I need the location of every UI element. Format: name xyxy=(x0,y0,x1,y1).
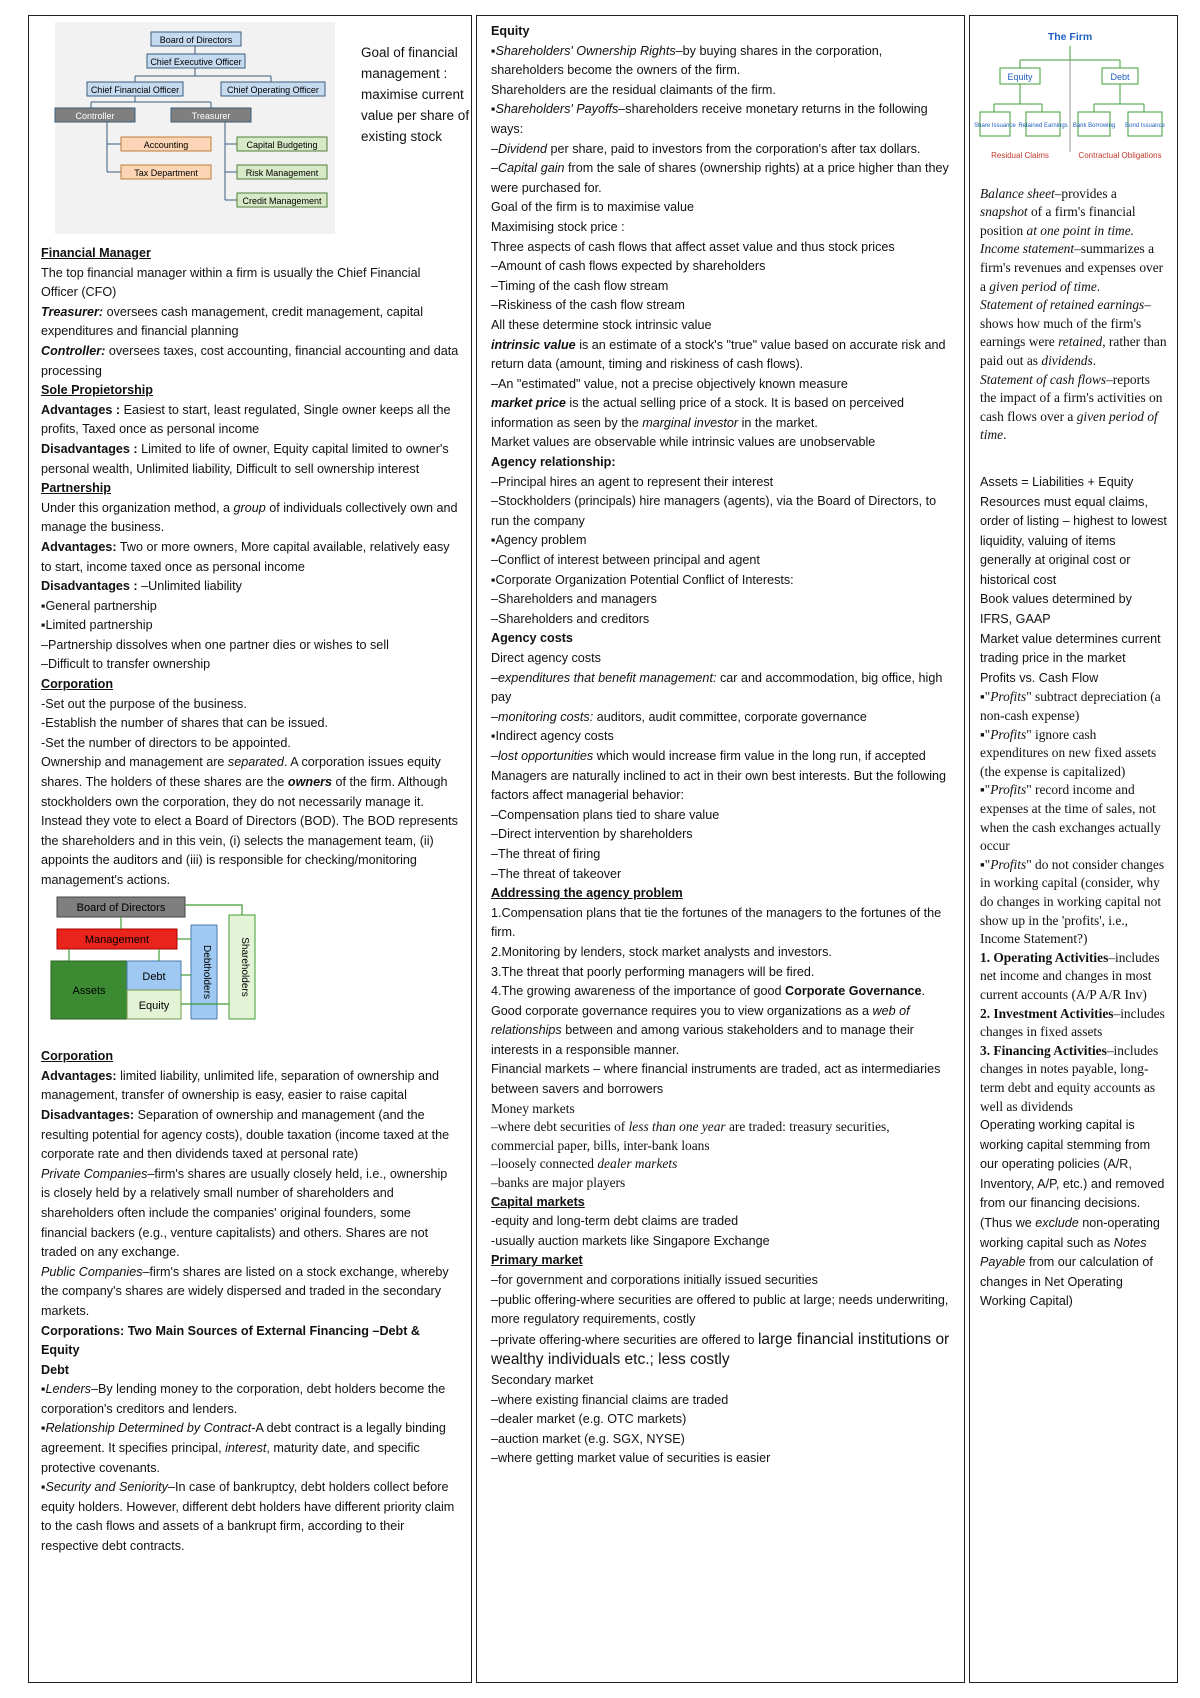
assets-line: Profits vs. Cash Flow xyxy=(980,670,1099,685)
profit-c: " ignore cash expenditures on new fixed assets (the expense is capitalized) xyxy=(980,726,1157,779)
diag-equity: Equity xyxy=(138,999,170,1012)
intrinsic-para xyxy=(491,336,950,375)
secondary-heading: Secondary market xyxy=(491,1372,594,1387)
org-risk: Risk Management xyxy=(245,168,319,178)
treasurer-label: Treasurer: xyxy=(41,304,104,319)
mon-label: –monitoring costs: xyxy=(491,709,594,724)
org-ceo: Chief Executive Officer xyxy=(150,57,242,67)
profit-a: ▪" xyxy=(980,782,991,798)
market-text-a: is the actual selling price of a stock. It is based on perceived information as seen by the xyxy=(491,396,905,430)
re-text-e: . xyxy=(1092,352,1097,368)
firm-diagram xyxy=(974,22,1166,172)
fin-para xyxy=(980,1042,1167,1116)
payoff-text: –shareholders receive monetary returns in the following ways: xyxy=(491,102,928,136)
is-label: Income statement xyxy=(980,241,1075,257)
three-aspects: Three aspects of cash flows that affect asset value and thus stock prices xyxy=(491,239,895,254)
sole-adv-text: Easiest to start, least regulated, Single owner keeps all the profits, Taxed once as personal income xyxy=(41,402,451,437)
private-text: –firm's shares are usually closely held, i.e., ownership is closely held by a relatively small number of shareholders and shareholders often include the companies' original founders, some financial backers (e.g., venture capitalists) and others. Shares are not traded on any exchange. xyxy=(41,1166,448,1260)
assets-line: Market value determines current trading price in the market xyxy=(980,631,1161,666)
exp-text: car and accommodation, big office, high pay xyxy=(491,670,943,705)
public-para xyxy=(41,1263,459,1322)
cap-line: -equity and long-term debt claims are traded xyxy=(491,1214,739,1229)
security-text: –In case of bankruptcy, debt holders collect before equity holders. However, different debt holders have different priority claim to the cash flows and assets of a bankrupt firm, according to their respective debt contracts. xyxy=(41,1480,455,1554)
fm-text: The top financial manager within a firm is usually the Chief Financial Officer (CFO) xyxy=(41,265,421,300)
treasurer-text: oversees cash management, credit management, capital expenditures and financial planning xyxy=(41,304,423,339)
right-column xyxy=(969,15,1178,1683)
partner-dis-label: Disadvantages : xyxy=(41,579,138,594)
partner-text xyxy=(41,499,459,538)
intrinsic-label: intrinsic value xyxy=(491,337,576,352)
dividend-text: per share, paid to investors from the corporation's after tax dollars. xyxy=(547,141,921,156)
own-label: ▪Shareholders' Ownership Rights xyxy=(491,43,676,58)
addr-line: 2.Monitoring by lenders, stock market analysts and investors. xyxy=(491,944,832,959)
fin-mkt-label: Financial markets xyxy=(491,1062,590,1077)
addr4-a: 4.The growing awareness of the importance of good xyxy=(491,984,786,999)
fm-heading: Financial Manager xyxy=(41,246,151,260)
agency-line: –Shareholders and managers xyxy=(491,592,657,607)
statements-block xyxy=(980,185,1167,445)
aspect-line: –Riskiness of the cash flow stream xyxy=(491,298,685,313)
corp-line: -Establish the number of shares that can be issued. xyxy=(41,716,329,731)
gov-text-a: Good corporate governance requires you to view organizations as a xyxy=(491,1003,873,1018)
market-text-c: in the market. xyxy=(738,415,818,430)
bs-d: at one point in time. xyxy=(1026,222,1135,238)
controller-label: Controller: xyxy=(41,343,106,358)
owc-e: from our calculation of changes in Net Operating Working Capital) xyxy=(980,1255,1153,1309)
corp-para xyxy=(41,753,459,890)
profit-b: Profits xyxy=(990,689,1027,705)
exp-label: –expenditures that benefit management: xyxy=(491,670,717,685)
firm-equity: Equity xyxy=(1007,72,1033,82)
contract-text-c: , maturity date, and specific protective covenants. xyxy=(41,1441,420,1475)
bs-c: of a firm's financial position xyxy=(980,204,1136,238)
profit-item xyxy=(980,688,1167,725)
owc-para xyxy=(980,1116,1167,1312)
diag-debtholders: Debtholders xyxy=(201,944,212,999)
capgain-label: –Capital gain xyxy=(491,161,565,176)
profits-block xyxy=(980,688,1167,1116)
security-para xyxy=(41,1478,459,1556)
profit-c: " subtract depreciation (a non-cash expense) xyxy=(980,689,1161,724)
is-text-a: –summarizes a firm's revenues and expenses over a xyxy=(980,241,1164,294)
money-c: are traded: treasury securities, commercial paper, bills, inter-bank loans xyxy=(491,1119,890,1153)
private-off-a: –private offering-where securities are offered to xyxy=(491,1332,758,1347)
op-label: 1. Operating Activities xyxy=(980,949,1109,965)
bs-a: –provides a xyxy=(1054,185,1117,201)
re-text-a: –shows how much of the firm's earnings were xyxy=(980,297,1151,350)
money-b: less than one year xyxy=(628,1119,726,1135)
estimated-text: –An "estimated" value, not a precise objectively known measure xyxy=(491,376,848,391)
gov-text-b: web of relationships xyxy=(491,1003,910,1038)
org-accounting: Accounting xyxy=(143,140,189,150)
org-cfo: Chief Financial Officer xyxy=(90,85,180,95)
private-off-para xyxy=(491,1330,950,1371)
owc-a: Operating working capital is working capital stemming from our operating policies (A/R, Inventory, A/P, etc.) and removed from our financing decisions. (Thus we xyxy=(980,1118,1165,1231)
is-text-b: given period of time xyxy=(989,278,1097,294)
treasurer-para xyxy=(41,303,459,342)
corp2-dis-text: Separation of ownership and management (and the resulting potential for agency costs), double taxation (income taxed at the corporate rate and then dividends taxed at personal rate) xyxy=(41,1107,450,1162)
aspect-line: –Timing of the cash flow stream xyxy=(491,278,669,293)
org-coo: Chief Operating Officer xyxy=(227,85,319,95)
governance-diagram xyxy=(49,895,279,1035)
mon-para xyxy=(491,708,950,728)
middle-column xyxy=(476,15,965,1683)
dealer-para xyxy=(491,1155,950,1174)
partner-dis-text: –Unlimited liability xyxy=(137,579,242,594)
lenders-label: ▪Lenders xyxy=(41,1382,91,1397)
capgain-para xyxy=(491,159,950,198)
owc-d: Notes Payable xyxy=(980,1235,1147,1270)
profit-a: ▪" xyxy=(980,856,991,872)
org-capital-budgeting: Capital Budgeting xyxy=(246,140,318,150)
indirect-line: ▪Indirect agency costs xyxy=(491,729,614,744)
aspect-line: –Amount of cash flows expected by shareholders xyxy=(491,259,766,274)
corp2-heading: Corporation xyxy=(41,1049,114,1064)
secondary-line: –dealer market (e.g. OTC markets) xyxy=(491,1412,687,1427)
intrinsic-text: is an estimate of a stock's "true" value based on accurate risk and return data (amount, timing and riskiness of cash flows). xyxy=(491,337,946,372)
partner-text-a: Under this organization method, a xyxy=(41,500,234,515)
corp-para-e: of the firm. Although stockholders own the corporation, they do not necessarily manage it. Instead they vote to elect a Board of Directors (BOD). The BOD represents the shareholders and in this vein, (i) selects the management team, (ii) appoints the auditors and (iii) is responsible for checking/monitoring management's actions. xyxy=(41,775,458,887)
secondary-line: –where existing financial claims are traded xyxy=(491,1392,729,1407)
agency-line: ▪Agency problem xyxy=(491,533,587,548)
own-para xyxy=(491,42,950,81)
re-para xyxy=(980,296,1167,370)
firm-title: The Firm xyxy=(1047,31,1093,43)
assets-line: Assets = Liabilities + Equity xyxy=(980,474,1134,489)
agency-line: –Stockholders (principals) hire managers (agents), via the Board of Directors, to run the company xyxy=(491,494,937,528)
owc-b: exclude xyxy=(1035,1216,1079,1231)
assets-line: Resources must equal claims, order of listing – highest to lowest liquidity, valuing of items generally at original cost or historical cost xyxy=(980,494,1167,587)
inv-text: –includes changes in fixed assets xyxy=(980,1005,1165,1040)
sole-dis-text: Limited to life of owner, Equity capital limited to owner's personal wealth, Unlimited liability, Difficult to sell ownership interest xyxy=(41,441,449,476)
firm-residual: Residual Claims xyxy=(991,151,1049,160)
cf-text-b: given period of time xyxy=(980,408,1158,443)
profit-item xyxy=(980,856,1167,949)
cap-line: -usually auction markets like Singapore Exchange xyxy=(491,1233,770,1248)
controller-text: oversees taxes, cost accounting, financial accounting and data processing xyxy=(41,343,459,378)
firm-debt: Debt xyxy=(1110,72,1130,82)
cf-label: Statement of cash flows xyxy=(980,371,1107,387)
diag-shareholders: Shareholders xyxy=(239,936,250,997)
secondary-line: –where getting market value of securities is easier xyxy=(491,1451,771,1466)
gov-text-c: between and among various stakeholders and to manage their interests in a responsible manner. xyxy=(491,1023,914,1057)
inv-label: 2. Investment Activities xyxy=(980,1005,1114,1021)
partner-adv xyxy=(41,538,459,577)
firm-contractual: Contractual Obligations xyxy=(1078,151,1162,160)
dealer-a: –loosely connected xyxy=(491,1156,598,1172)
corp2-adv-label: Advantages: xyxy=(41,1068,117,1083)
addr-line: 3.The threat that poorly performing managers will be fired. xyxy=(491,964,815,979)
profit-b: Profits xyxy=(990,726,1027,742)
diag-management: Management xyxy=(84,933,150,946)
observable-text: Market values are observable while intrinsic values are unobservable xyxy=(491,435,876,450)
partner-adv-text: Two or more owners, More capital available, relatively easy to start, income taxed once as personal income xyxy=(41,539,450,574)
partner-line: –Difficult to transfer ownership xyxy=(41,657,211,672)
addr4-b: Corporate Governance xyxy=(785,984,922,999)
debt-heading: Debt xyxy=(41,1362,69,1377)
market-text-b: marginal investor xyxy=(642,415,739,430)
factor-line: –The threat of firing xyxy=(491,846,601,861)
profit-item xyxy=(980,726,1167,782)
corp-line: -Set the number of directors to be appointed. xyxy=(41,735,291,750)
corp-para-d: owners xyxy=(287,775,332,790)
payoff-label: ▪Shareholders' Payoffs xyxy=(491,102,619,117)
security-label: ▪Security and Seniority xyxy=(41,1480,168,1495)
org-chart xyxy=(51,22,341,244)
primary-line: –for government and corporations initially issued securities xyxy=(491,1273,818,1287)
corp-para-a: Ownership and management are xyxy=(41,755,228,770)
sole-dis xyxy=(41,440,459,479)
profit-a: ▪" xyxy=(980,726,991,742)
fin-text: –includes changes in notes payable, long-term debt and equity accounts as well as dividends xyxy=(980,1042,1159,1114)
partner-line: –Partnership dissolves when one partner dies or wishes to sell xyxy=(41,637,389,652)
cf-text-c: . xyxy=(1003,427,1007,443)
firm-bond: Bond Issuance xyxy=(1125,123,1165,129)
banks-line: –banks are major players xyxy=(491,1175,626,1191)
goal-line: Goal of the firm is to maximise value xyxy=(491,200,694,215)
factor-line: –Direct intervention by shareholders xyxy=(491,827,693,842)
corp-para-c: . A corporation issues equity shares. The holders of these shares are the xyxy=(41,755,441,790)
agency-heading: Agency relationship: xyxy=(491,455,616,470)
op-text: –includes net income and changes in most current accounts (A/P A/R Inv) xyxy=(980,949,1160,1002)
is-text-c: . xyxy=(1096,278,1101,294)
primary-line: –public offering-where securities are offered to public at large; needs underwriting, more regulatory requirements, costly xyxy=(491,1292,949,1327)
dealer-b: dealer markets xyxy=(597,1156,678,1172)
lost-label: –lost opportunities xyxy=(491,748,594,763)
assets-block xyxy=(980,473,1167,689)
partner-heading: Partnership xyxy=(41,481,111,496)
partner-line: ▪General partnership xyxy=(41,598,157,613)
contract-para xyxy=(41,1419,459,1478)
firm-share-issuance: Share Issuance xyxy=(974,123,1016,129)
corp2-dis-label: Disadvantages: xyxy=(41,1107,135,1122)
costs-heading: Agency costs xyxy=(491,631,573,646)
diag-assets: Assets xyxy=(72,984,106,997)
direct-costs: Direct agency costs xyxy=(491,651,601,665)
money-block xyxy=(491,1100,950,1193)
org-chart-block xyxy=(41,22,470,244)
controller-para xyxy=(41,342,459,381)
assets-line: Book values determined by IFRS, GAAP xyxy=(980,592,1132,627)
profit-item xyxy=(980,781,1167,855)
firm-bank: Bank Borrowing xyxy=(1072,123,1116,129)
agency-line: –Conflict of interest between principal and agent xyxy=(491,553,760,568)
factor-line: –Compensation plans tied to share value xyxy=(491,807,720,822)
capgain-text: from the sale of shares (ownership rights) at a price higher than they were purchased for. xyxy=(491,161,949,195)
cf-para xyxy=(980,371,1167,445)
org-credit: Credit Management xyxy=(242,196,322,206)
managers-text: Managers are naturally inclined to act in their own best interests. But the following factors affect managerial behavior: xyxy=(491,768,947,803)
contract-text-b: interest xyxy=(225,1441,267,1456)
cap-heading: Capital markets xyxy=(491,1194,585,1209)
diag-board: Board of Directors xyxy=(76,901,166,914)
diag-debt: Debt xyxy=(142,970,166,983)
private-para xyxy=(41,1165,459,1263)
profit-b: Profits xyxy=(990,856,1027,872)
org-treasurer: Treasurer xyxy=(191,111,231,121)
agency-line: –Principal hires an agent to represent their interest xyxy=(491,474,774,489)
bs-para xyxy=(980,185,1167,241)
all-these: All these determine stock intrinsic value xyxy=(491,317,712,332)
goal-text: Goal of financial management : maximise current value per share of existing stock xyxy=(361,45,470,144)
residual-text: Shareholders are the residual claimants of the firm. xyxy=(491,82,776,97)
addr4-c: . xyxy=(921,984,926,999)
addr-line: 1.Compensation plans that tie the fortunes of the managers to the fortunes of the firm. xyxy=(491,905,942,940)
profit-a: ▪" xyxy=(980,689,991,705)
agency-line: –Shareholders and creditors xyxy=(491,611,650,626)
contract-label: ▪Relationship Determined by Contract xyxy=(41,1421,252,1436)
left-column xyxy=(28,15,472,1683)
fin-label: 3. Financing Activities xyxy=(980,1042,1107,1058)
org-board: Board of Directors xyxy=(159,35,233,45)
lost-para xyxy=(491,747,950,767)
re-text-c: , rather than paid out as xyxy=(980,334,1167,368)
payoff-para xyxy=(491,100,950,139)
org-tax: Tax Department xyxy=(134,168,198,178)
sole-heading: Sole Propietorship xyxy=(41,383,153,398)
fin-mkt-text: – where financial instruments are traded, act as intermediaries between savers and borrowers xyxy=(491,1062,941,1097)
inv-para xyxy=(980,1005,1167,1042)
addr-heading: Addressing the agency problem xyxy=(491,886,683,901)
re-text-d: dividends xyxy=(1041,352,1093,368)
bs-label: Balance sheet xyxy=(980,185,1055,201)
lenders-text: –By lending money to the corporation, debt holders become the corporation's creditors and lenders. xyxy=(41,1382,446,1416)
profit-b: Profits xyxy=(990,782,1027,798)
corp2-dis xyxy=(41,1106,459,1165)
secondary-line: –auction market (e.g. SGX, NYSE) xyxy=(491,1431,685,1446)
sole-adv xyxy=(41,401,459,440)
corp2-adv-text: limited liability, unlimited life, separation of ownership and management, transfer of ownership is easy, easier to raise capital xyxy=(41,1068,440,1103)
partner-dis xyxy=(41,577,459,597)
corp-para-b: separated xyxy=(227,755,284,770)
factor-line: –The threat of takeover xyxy=(491,866,622,881)
re-label: Statement of retained earnings xyxy=(980,297,1145,313)
sources-heading: Corporations: Two Main Sources of External Financing –Debt & Equity xyxy=(41,1323,421,1358)
op-para xyxy=(980,949,1167,1005)
exp-para xyxy=(491,669,950,708)
partner-adv-label: Advantages: xyxy=(41,539,117,554)
primary-heading: Primary market xyxy=(491,1253,583,1268)
market-para xyxy=(491,394,950,433)
private-label: Private Companies xyxy=(41,1166,148,1181)
owc-c: non-operating working capital such as xyxy=(980,1216,1160,1250)
money-a: –where debt securities of xyxy=(491,1119,629,1135)
partner-line: ▪Limited partnership xyxy=(41,618,153,633)
money-heading: Money markets xyxy=(491,1100,575,1116)
partner-text-c: of individuals collectively own and manage the business. xyxy=(41,500,458,535)
profit-c: " record income and expenses at the time of sales, not when the cash exchanges actually occur xyxy=(980,782,1161,854)
own-text: –by buying shares in the corporation, shareholders become the owners of the firm. xyxy=(491,43,883,78)
public-label: Public Companies xyxy=(41,1264,143,1279)
bs-b: snapshot xyxy=(980,204,1028,220)
sole-dis-label: Disadvantages : xyxy=(41,441,138,456)
is-para xyxy=(980,240,1167,296)
profit-c: " do not consider changes in working capital (consider, why do changes in working capital not show up in the 'profits', i.e., Income Statement?) xyxy=(980,856,1165,947)
corp2-adv xyxy=(41,1067,459,1106)
sole-adv-label: Advantages : xyxy=(41,402,121,417)
addr4-para xyxy=(491,982,950,1002)
cf-text-a: –reports the impact of a firm's activities on cash flows over a xyxy=(980,371,1163,424)
dividend-para xyxy=(491,140,950,160)
gov-para xyxy=(491,1002,950,1061)
dividend-label: –Dividend xyxy=(491,141,548,156)
corp-line: -Set out the purpose of the business. xyxy=(41,696,247,711)
lost-text: which would increase firm value in the long run, if accepted xyxy=(593,748,926,763)
money-para xyxy=(491,1118,950,1155)
partner-text-b: group xyxy=(233,500,266,515)
mon-text: auditors, audit committee, corporate governance xyxy=(593,709,867,724)
org-controller: Controller xyxy=(75,111,115,121)
private-off-b: large financial institutions or wealthy individuals etc.; less costly xyxy=(491,1330,950,1369)
firm-retained: Retained Earnings xyxy=(1018,123,1068,129)
contract-text-a: -A debt contract is a legally binding agreement. It specifies principal, xyxy=(41,1421,446,1456)
lenders-para xyxy=(41,1380,459,1419)
public-text: –firm's shares are listed on a stock exchange, whereby the company's shares are widely dispersed and traded in the secondary markets. xyxy=(41,1264,449,1318)
corp-heading: Corporation xyxy=(41,677,114,692)
max-line: Maximising stock price : xyxy=(491,219,625,234)
equity-heading: Equity xyxy=(491,24,530,38)
fin-mkt-para xyxy=(491,1060,950,1099)
agency-line: ▪Corporate Organization Potential Conflict of Interests: xyxy=(491,572,794,587)
re-text-b: retained xyxy=(1058,334,1103,350)
market-label: market price xyxy=(491,396,566,411)
